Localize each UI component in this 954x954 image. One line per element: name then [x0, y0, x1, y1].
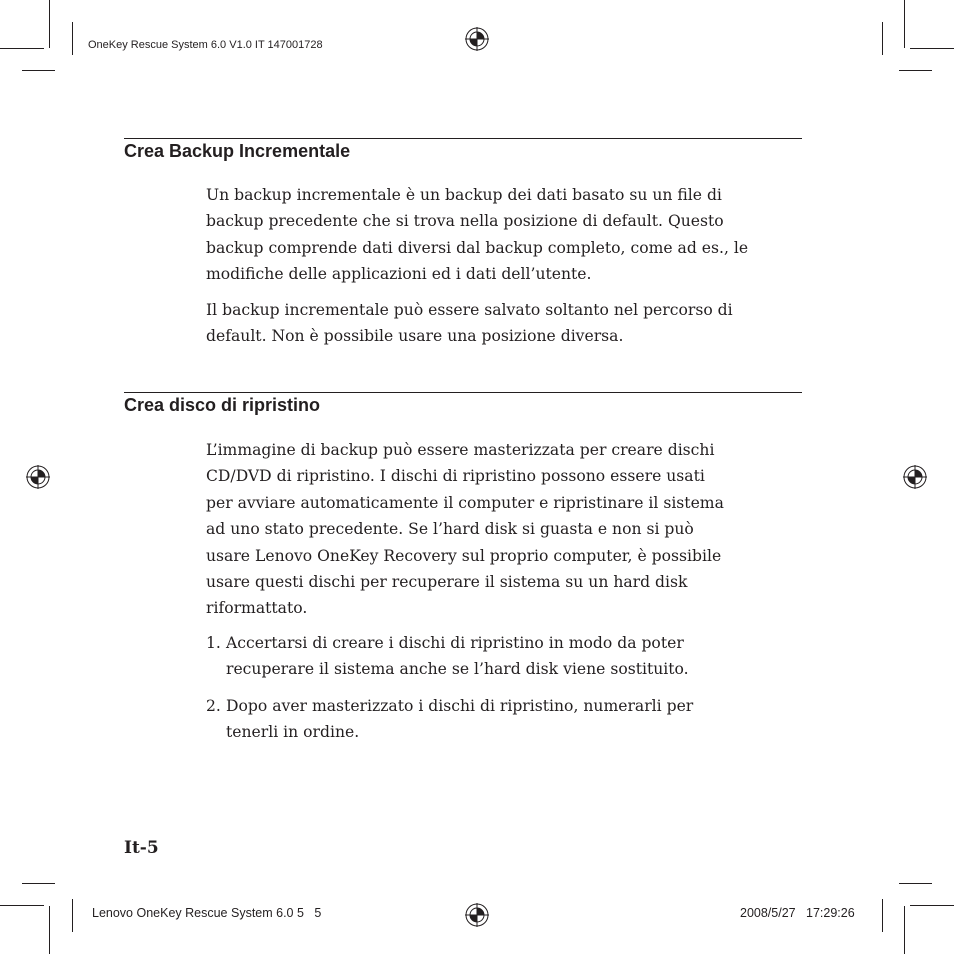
list-number: 2.	[206, 697, 221, 715]
text-line: Un backup incrementale è un backup dei dati basato su un file di	[206, 186, 722, 204]
section-body	[206, 437, 806, 622]
crop-mark-top-right-v2	[882, 22, 883, 55]
list-item	[206, 693, 806, 746]
footer-time: 17:29:26	[806, 906, 855, 920]
footer-timestamp	[740, 906, 855, 920]
text-line: recuperare il sistema anche se l’hard disk viene sostituito.	[226, 660, 689, 679]
text-line: backup precedente che si trova nella posizione di default. Questo	[206, 212, 724, 231]
crop-mark-bottom-left-h2	[0, 905, 44, 906]
text-line: Accertarsi di creare i dischi di ripristino in modo da poter	[226, 634, 684, 652]
list-number: 1.	[206, 634, 221, 652]
section-heading: Crea disco di ripristino	[124, 395, 321, 415]
crop-mark-top-left-h2	[22, 70, 55, 71]
text-line: ad uno stato precedente. Se l’hard disk si guasta e non si può	[206, 520, 694, 539]
text-line: backup comprende dati diversi dal backup completo, come ad es., le	[206, 238, 749, 257]
section-body	[206, 182, 806, 288]
paragraph	[206, 182, 806, 288]
footer-file-name: Lenovo OneKey Rescue System 6.0 5	[92, 906, 304, 920]
text-line: per avviare automaticamente il computer e ripristinare il sistema	[206, 493, 724, 512]
crop-mark-bottom-right-v	[904, 906, 905, 954]
crop-mark-bottom-right-h2	[910, 905, 954, 906]
footer-file	[92, 906, 321, 920]
crop-mark-bottom-left-h	[22, 883, 55, 884]
text-line: L’immagine di backup può essere masterizzata per creare dischi	[206, 441, 715, 459]
text-line: riformattato.	[206, 599, 308, 618]
crop-mark-top-left-v2	[72, 22, 73, 55]
crop-mark-top-right-h2	[899, 70, 932, 71]
crop-mark-top-right-h	[910, 48, 954, 49]
registration-target-icon	[903, 465, 927, 489]
text-line: tenerli in ordine.	[226, 723, 360, 742]
crop-mark-top-left-v	[49, 0, 50, 48]
footer-page: 5	[314, 906, 322, 920]
crop-mark-bottom-right-h	[899, 883, 932, 884]
paragraph	[206, 297, 806, 350]
crop-mark-bottom-left-v2	[72, 899, 73, 932]
steps-list	[206, 630, 806, 683]
crop-mark-top-left-h	[0, 48, 44, 49]
text-line: usare Lenovo OneKey Recovery sul proprio computer, è possibile	[206, 546, 722, 565]
paragraph	[206, 437, 806, 622]
crop-mark-bottom-right-v2	[882, 899, 883, 932]
section-body	[206, 297, 806, 350]
registration-target-icon	[26, 465, 50, 489]
list-item	[206, 630, 806, 683]
text-line: Dopo aver masterizzato i dischi di ripristino, numerarli per	[226, 697, 694, 715]
section-heading: Crea Backup Incrementale	[124, 141, 351, 161]
text-line: usare questi dischi per recuperare il sistema su un hard disk	[206, 573, 688, 592]
page-number: It-5	[124, 838, 159, 858]
section-rule	[124, 392, 802, 393]
text-line: default. Non è possibile usare una posizione diversa.	[206, 327, 624, 346]
header-slug: OneKey Rescue System 6.0 V1.0 IT 147001728	[88, 39, 323, 51]
text-line: modifiche delle applicazioni ed i dati dell’utente.	[206, 265, 592, 284]
steps-list	[206, 693, 806, 746]
text-line: CD/DVD di ripristino. I dischi di ripristino possono essere usati	[206, 467, 705, 486]
crop-mark-bottom-left-v	[49, 906, 50, 954]
list-text	[226, 630, 806, 683]
section-rule	[124, 138, 802, 139]
registration-target-icon	[465, 903, 489, 927]
crop-mark-top-right-v	[904, 0, 905, 48]
list-text	[226, 693, 806, 746]
footer-date: 2008/5/27	[740, 906, 796, 920]
registration-target-icon	[465, 27, 489, 51]
text-line: Il backup incrementale può essere salvato soltanto nel percorso di	[206, 301, 733, 319]
